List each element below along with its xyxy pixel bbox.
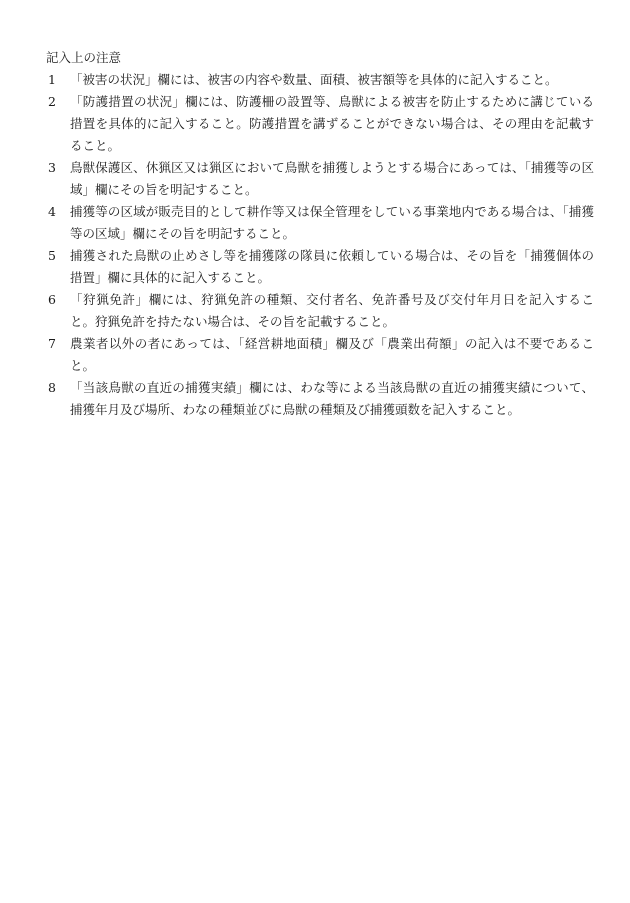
note-number: 4: [48, 204, 56, 219]
note-text: 農業者以外の者にあっては、「経営耕地面積」欄及び「農業出荷額」の記入は不要であること。: [70, 336, 594, 373]
notes-list: [46, 69, 594, 421]
note-text: 鳥獣保護区、休猟区又は猟区において鳥獣を捕獲しようとする場合にあっては、「捕獲等の区域」欄にその旨を明記すること。: [70, 160, 594, 197]
note-text: 捕獲された鳥獣の止めさし等を捕獲隊の隊員に依頼している場合は、その旨を「捕獲個体の措置」欄に具体的に記入すること。: [70, 248, 594, 285]
note-number: 3: [48, 160, 56, 175]
note-text: 「狩猟免許」欄には、狩猟免許の種類、交付者名、免許番号及び交付年月日を記入すること。狩猟免許を持たない場合は、その旨を記載すること。: [70, 292, 594, 329]
document-page: [46, 47, 594, 421]
note-text: 「当該鳥獣の直近の捕獲実績」欄には、わな等による当該鳥獣の直近の捕獲実績について、捕獲年月及び場所、わなの種類並びに鳥獣の種類及び捕獲頭数を記入すること。: [70, 380, 594, 417]
note-item-1: [46, 69, 594, 91]
note-number: 1: [48, 72, 56, 87]
note-item-7: [46, 333, 594, 377]
note-number: 5: [48, 248, 56, 263]
note-item-8: [46, 377, 594, 421]
note-text: 捕獲等の区域が販売目的として耕作等又は保全管理をしている事業地内である場合は、「捕獲等の区域」欄にその旨を明記すること。: [70, 204, 594, 241]
note-text: 「被害の状況」欄には、被害の内容や数量、面積、被害額等を具体的に記入すること。: [70, 72, 558, 87]
note-number: 7: [48, 336, 56, 351]
note-number: 6: [48, 292, 56, 307]
note-number: 8: [48, 380, 56, 395]
note-item-6: [46, 289, 594, 333]
note-item-5: [46, 245, 594, 289]
note-item-4: [46, 201, 594, 245]
note-number: 2: [48, 94, 56, 109]
note-item-3: [46, 157, 594, 201]
note-text: 「防護措置の状況」欄には、防護柵の設置等、鳥獣による被害を防止するために講じている措置を具体的に記入すること。防護措置を講ずることができない場合は、その理由を記載すること。: [70, 94, 594, 153]
notes-heading: 記入上の注意: [46, 50, 122, 65]
note-item-2: [46, 91, 594, 157]
